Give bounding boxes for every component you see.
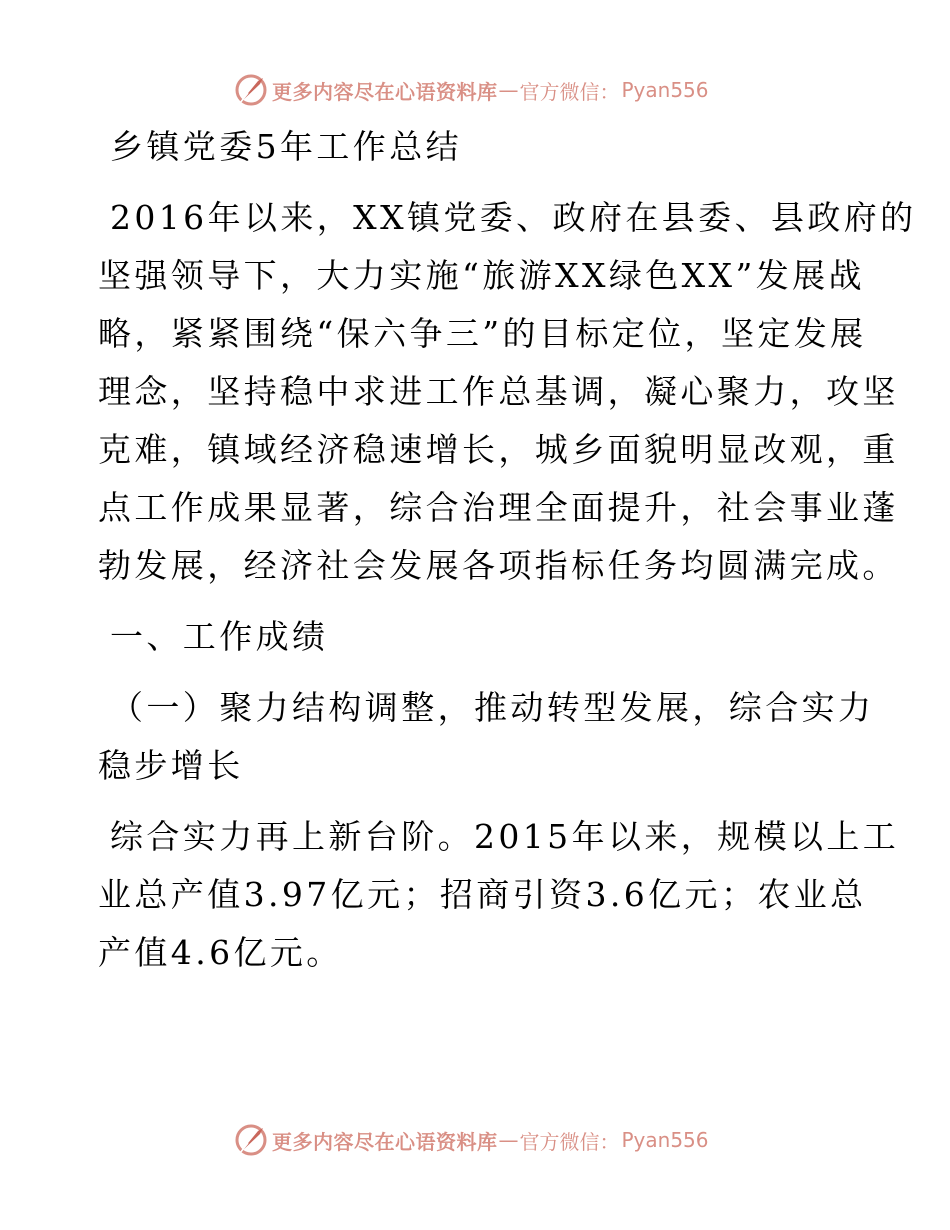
- quill-pen-circle-icon: [234, 73, 268, 107]
- paragraph-line: 勃发展，经济社会发展各项指标任务均圆满完成。: [98, 546, 899, 585]
- paragraph-line: 坚强领导下，大力实施“旅游XX绿色XX”发展战: [98, 256, 865, 295]
- paragraph-line: 点工作成果显著，综合治理全面提升，社会事业蓬: [98, 488, 899, 527]
- document-title: 乡镇党委5年工作总结: [110, 127, 462, 166]
- subsection-heading-line: 稳步增长: [98, 746, 244, 785]
- footer-watermark: [234, 1123, 709, 1157]
- quill-pen-circle-icon: [234, 1123, 268, 1157]
- paragraph-line: 综合实力再上新台阶。2015年以来，规模以上工: [110, 817, 900, 856]
- watermark-dash: —: [498, 78, 519, 102]
- paragraph-line: 理念，坚持稳中求进工作总基调，凝心聚力，攻坚: [98, 372, 899, 411]
- header-watermark: [234, 73, 709, 107]
- paragraph-line: 略，紧紧围绕“保六争三”的目标定位，坚定发展: [98, 314, 867, 353]
- subsection-heading: [98, 679, 875, 795]
- section-heading: 一、工作成绩: [110, 617, 329, 656]
- subsection-heading-line: （一）聚力结构调整，推动转型发展，综合实力: [110, 688, 875, 727]
- paragraph-line: 业总产值3.97亿元；招商引资3.6亿元；农业总: [98, 875, 867, 914]
- paragraph-line: 2016年以来，XX镇党委、政府在县委、县政府的: [110, 198, 917, 237]
- paragraph-line: 克难，镇域经济稳速增长，城乡面貌明显改观，重: [98, 430, 899, 469]
- document-body: [98, 118, 917, 982]
- body-paragraph: [98, 808, 900, 982]
- watermark-main-text: 更多内容尽在心语资料库: [272, 1129, 498, 1154]
- watermark-wechat-id: Pyan556: [621, 78, 709, 102]
- watermark-main-text: 更多内容尽在心语资料库: [272, 79, 498, 104]
- watermark-wechat-id: Pyan556: [621, 1128, 709, 1152]
- watermark-wechat-label: 官方微信：: [519, 79, 620, 104]
- paragraph-line: 产值4.6亿元。: [98, 933, 343, 972]
- intro-paragraph: [98, 189, 917, 595]
- watermark-wechat-label: 官方微信：: [519, 1129, 620, 1154]
- watermark-dash: —: [498, 1128, 519, 1152]
